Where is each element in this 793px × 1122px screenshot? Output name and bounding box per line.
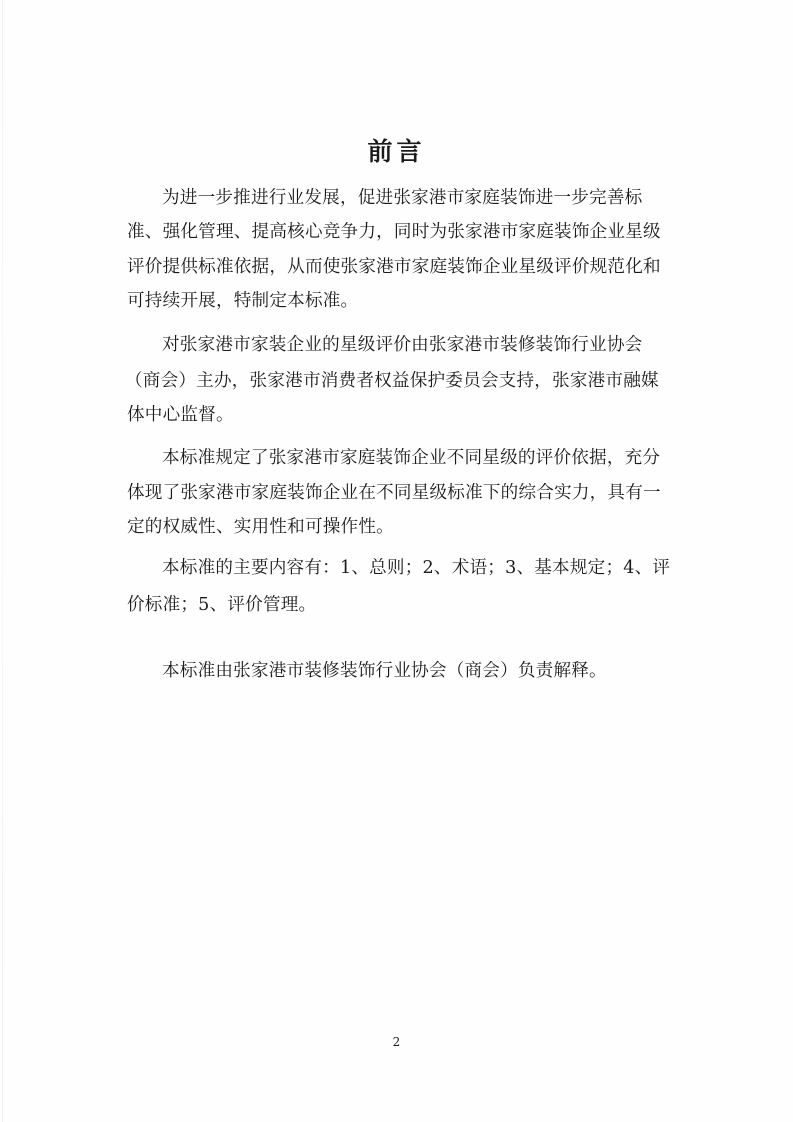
paragraph-2-line-3: 体中心监督。	[127, 405, 234, 425]
paragraph-2-line-2: （商会）主办，张家港市消费者权益保护委员会支持，张家港市融媒	[125, 371, 659, 391]
page-number: 2	[392, 1035, 401, 1049]
paragraph-4-line-1: 本标准的主要内容有：1、总则；2、术语；3、基本规定；4、评	[162, 558, 671, 578]
paragraph-3-line-1: 本标准规定了张家港市家庭装饰企业不同星级的评价依据，充分	[162, 448, 661, 468]
paragraph-2-line-1: 对张家港市家装企业的星级评价由张家港市装修装饰行业协会	[162, 335, 643, 355]
page-title: 前言	[367, 137, 426, 166]
paragraph-3-line-2: 体现了张家港市家庭装饰企业在不同星级标准下的综合实力，具有一	[127, 483, 661, 503]
scan-edge	[2, 0, 3, 1122]
paragraph-1-line-1: 为进一步推进行业发展，促进张家港市家庭装饰进一步完善标	[162, 188, 643, 208]
paragraph-1-line-2: 准、强化管理、提高核心竞争力，同时为张家港市家庭装饰企业星级	[127, 222, 661, 242]
paragraph-3-line-3: 定的权威性、实用性和可操作性。	[127, 517, 394, 537]
paragraph-1-line-3: 评价提供标准依据，从而使张家港市家庭装饰企业星级评价规范化和	[127, 257, 661, 277]
paragraph-5-line-1: 本标准由张家港市装修装饰行业协会（商会）负责解释。	[162, 661, 607, 681]
paragraph-4-line-2: 价标准；5、评价管理。	[127, 595, 317, 615]
paragraph-1-line-4: 可持续开展，特制定本标准。	[127, 291, 359, 311]
